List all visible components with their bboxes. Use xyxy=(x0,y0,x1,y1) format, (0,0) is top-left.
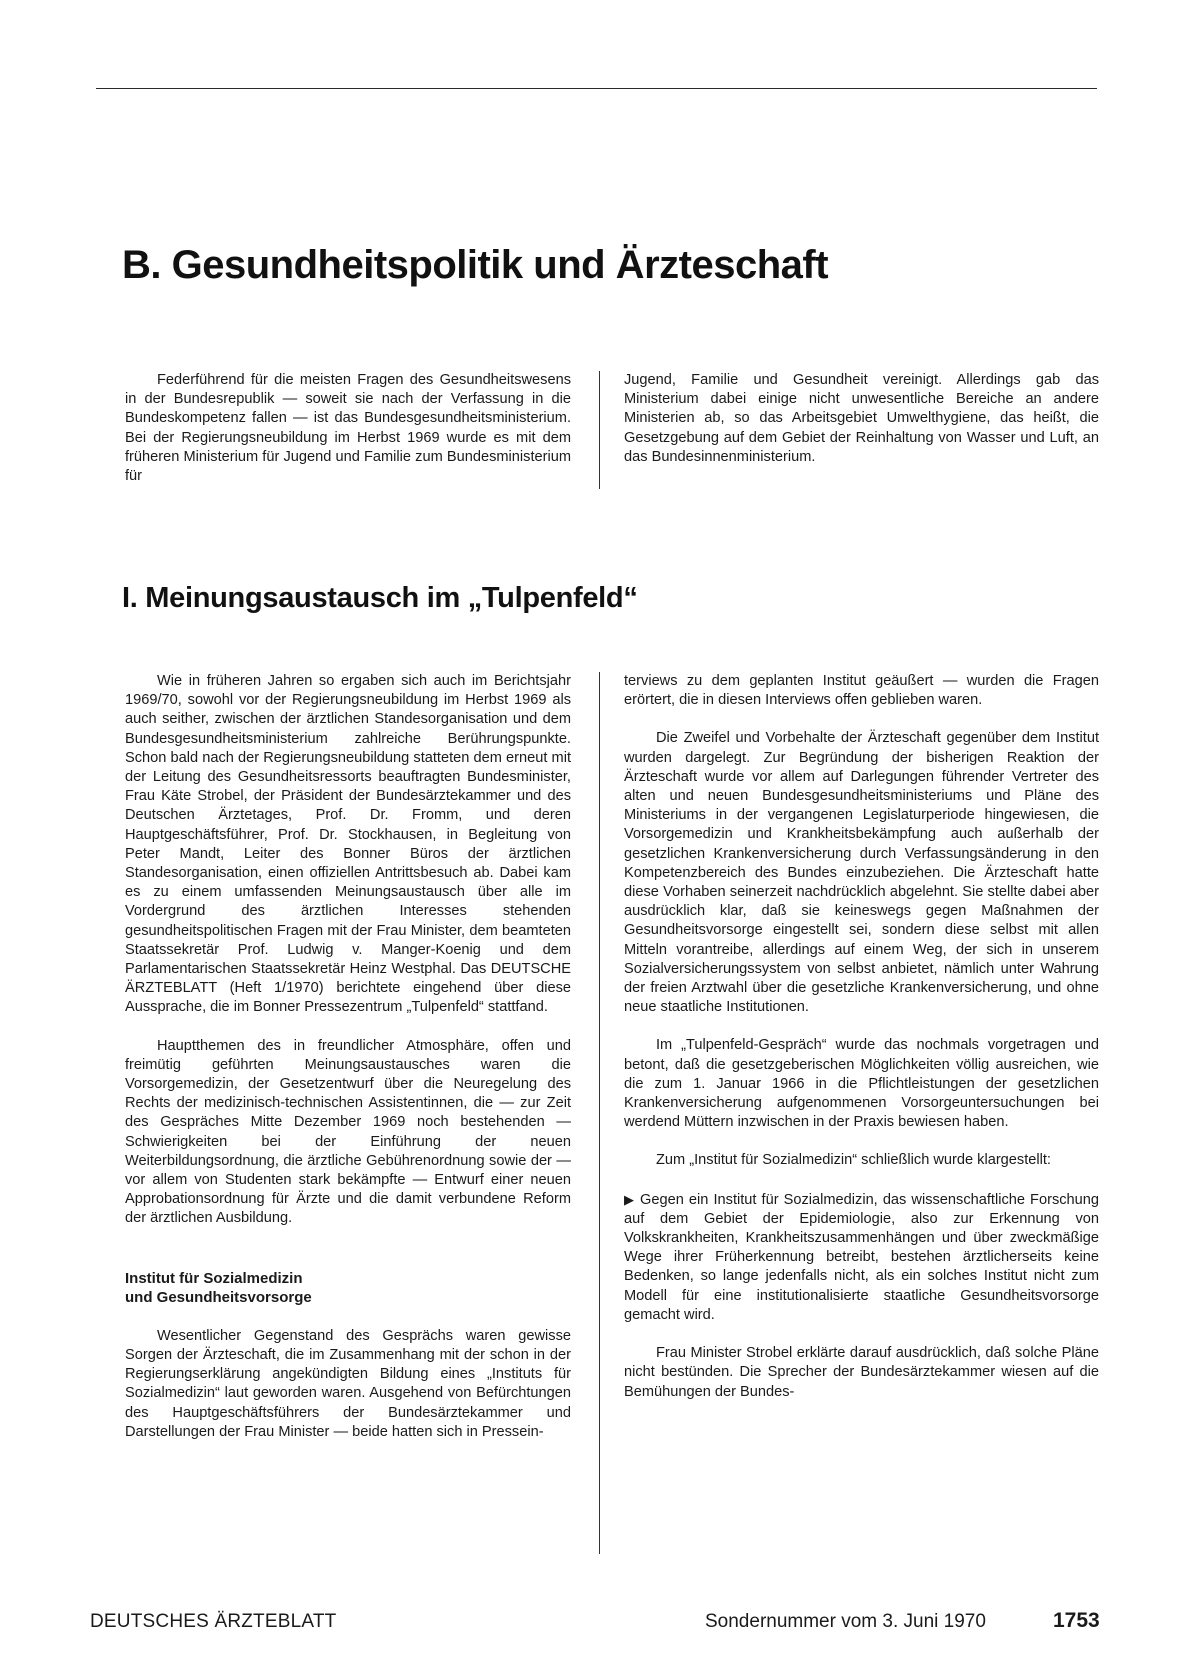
intro-column-right xyxy=(624,371,1099,467)
page-number: 1753 xyxy=(1053,1609,1100,1632)
paragraph: Hauptthemen des in freundlicher Atmosphäre, offen und freimütig geführten Meinungsaustausches waren die Vorsorgemedizin, der Gesetzentwurf über die Neuregelung des Rechts der medizinisch-technischen Assistentinnen, die — zur Zeit des Gespräches Mitte Dezember 1969 noch bestehenden — Schwierigkeiten bei der Einführung der neuen Weiterbildungsordnung, die ärztliche Gebührenordnung sowie der — vor allem von Studenten stark bekämpfte — Entwurf einer neuen Approbationsordnung für Ärzte und die damit verbundene Reform der ärztlichen Ausbildung. xyxy=(125,1037,571,1227)
subsection-heading-line: und Gesundheitsvorsorge xyxy=(125,1289,312,1307)
top-rule xyxy=(96,88,1097,89)
intro-column-left xyxy=(125,371,571,486)
arrow-bullet-icon: ▶ xyxy=(624,1191,636,1207)
body-column-right xyxy=(624,672,1099,1402)
subsection-heading xyxy=(125,1269,571,1308)
paragraph: Wesentlicher Gegenstand des Gesprächs waren gewisse Sorgen der Ärzteschaft, die im Zusammenhang mit der schon in der Regierungserklärung angekündigten Bildung eines „Instituts für Sozialmedizin“ laut geworden waren. Ausgehend von Befürchtungen des Hauptgeschäftsführers der Bundesärztekammer und Darstellungen der Frau Minister — beide hatten sich in Pressein- xyxy=(125,1327,571,1440)
footer-publication: DEUTSCHES ÄRZTEBLATT xyxy=(90,1611,337,1632)
bullet-item xyxy=(624,1190,1099,1325)
chapter-title: B. Gesundheitspolitik und Ärzteschaft xyxy=(122,243,829,287)
column-divider xyxy=(599,371,600,489)
intro-paragraph-left: Federführend für die meisten Fragen des Gesundheitswesens in der Bundesrepublik — soweit sie nach der Verfassung in die Bundeskompetenz fallen — ist das Bundesgesundheitsministerium. Bei der Regierungsneubildung im Herbst 1969 wurde es mit dem früheren Ministerium für Jugend und Familie zum Bundesministerium für xyxy=(125,372,571,485)
bullet-text: Gegen ein Institut für Sozialmedizin, das wissenschaftliche Forschung auf dem Gebiet der Epidemiologie, also zur Erkennung von Volkskrankheiten, Krankheitszusammenhängen und über zweckmäßige Wege ihrer Früherkennung betreibt, bestehen ärztlicherseits keine Bedenken, so lange jedenfalls nicht, als ein solches Institut nicht zum Modell für eine institutionalisierte staatliche Gesundheitsvorsorge gemacht wird. xyxy=(624,1191,1100,1323)
paragraph: Die Zweifel und Vorbehalte der Ärzteschaft gegenüber dem Institut wurden dargelegt. Zur Begründung der bisherigen Reaktion der Ärzteschaft wurde vor allem auf Darlegungen führender Vertreter des alten und neuen Bundesgesundheitsministeriums und Pläne des Ministeriums in der vergangenen Legislaturperiode hingewiesen, die Vorsorgemedizin und Krankheitsbekämpfung auch außerhalb der gesetzlichen Krankenversicherung durch Verfassungsänderung in den Kompetenzbereich des Bundes einzubeziehen. Die Ärzteschaft hatte diese Vorhaben seinerzeit nachdrücklich abgelehnt. Sie stellte dabei aber ausdrücklich klar, daß sie keineswegs gegen Maßnahmen der Gesundheitsvorsorge eingestellt sei, sondern diese selbst mit allen Mitteln vorantreibe, allerdings auf einem Weg, der sich in unserem Sozialversicherungssystem von selbst anbietet, nämlich unter Wahrung der freien Arztwahl über die gesetzliche Krankenversicherung, und ohne neue staatliche Institutionen. xyxy=(624,730,1099,1016)
paragraph: Wie in früheren Jahren so ergaben sich auch im Berichtsjahr 1969/70, sowohl vor der Regierungsneubildung im Herbst 1969 als auch seither, zwischen der ärztlichen Standesorganisation und dem Bundesgesundheitsministerium zahlreiche Berührungspunkte. Schon bald nach der Regierungsneubildung statteten dem erneut mit der Leitung des Gesundheitsressorts beauftragten Bundesminister, Frau Käte Strobel, der Präsident der Bundesärztekammer und des Deutschen Ärztetages, Prof. Dr. Fromm, und deren Hauptgeschäftsführer, Prof. Dr. Stockhausen, in Begleitung von Peter Mandt, Leiter des Bonner Büros der ärztlichen Standesorganisation, einen offiziellen Antrittsbesuch ab. Dabei kam es zu einem umfassenden Meinungsaustausch über alle im Vordergrund des ärztlichen Interesses stehenden gesundheitspolitischen Fragen mit der Frau Minister, dem beamteten Staatssekretär Prof. Ludwig v. Manger-Koenig und dem Parlamentarischen Staatssekretär Heinz Westphal. Das DEUTSCHE ÄRZTEBLATT (Heft 1/1970) berichtete eingehend über diese Aussprache, die im Bonner Pressezentrum „Tulpenfeld“ stattfand. xyxy=(125,673,571,1016)
paragraph: Im „Tulpenfeld-Gespräch“ wurde das nochmals vorgetragen und betont, daß die gesetzgeberischen Möglichkeiten völlig ausreichen, wie die zum 1. Januar 1966 in die Pflichtleistungen der gesetzlichen Krankenversicherung aufgenommenen Vorsorgeuntersuchungen bei werdend Müttern inzwischen in der Praxis bewiesen haben. xyxy=(624,1037,1099,1131)
column-divider xyxy=(599,672,600,1554)
body-column-left xyxy=(125,672,571,1442)
intro-paragraph-right: Jugend, Familie und Gesundheit vereinigt. Allerdings gab das Ministerium dabei einige nicht unwesentliche Bereiche an andere Ministerien ab, so das Arbeitsgebiet Umwelthygiene, das heißt, die Gesetzgebung auf dem Gebiet der Reinhaltung von Wasser und Luft, an das Bundesinnenministerium. xyxy=(624,372,1099,465)
subsection-heading-line: Institut für Sozialmedizin xyxy=(125,1269,303,1287)
paragraph: terviews zu dem geplanten Institut geäußert — wurden die Fragen erörtert, die in diesen Interviews offen geblieben waren. xyxy=(624,673,1099,709)
section-title: I. Meinungsaustausch im „Tulpenfeld“ xyxy=(122,582,638,614)
footer-issue: Sondernummer vom 3. Juni 1970 xyxy=(705,1611,986,1632)
paragraph: Zum „Institut für Sozialmedizin“ schließlich wurde klargestellt: xyxy=(656,1152,1051,1169)
paragraph: Frau Minister Strobel erklärte darauf ausdrücklich, daß solche Pläne nicht bestünden. Die Sprecher der Bundesärztekammer wiesen auf die Bemühungen der Bundes- xyxy=(624,1345,1099,1400)
